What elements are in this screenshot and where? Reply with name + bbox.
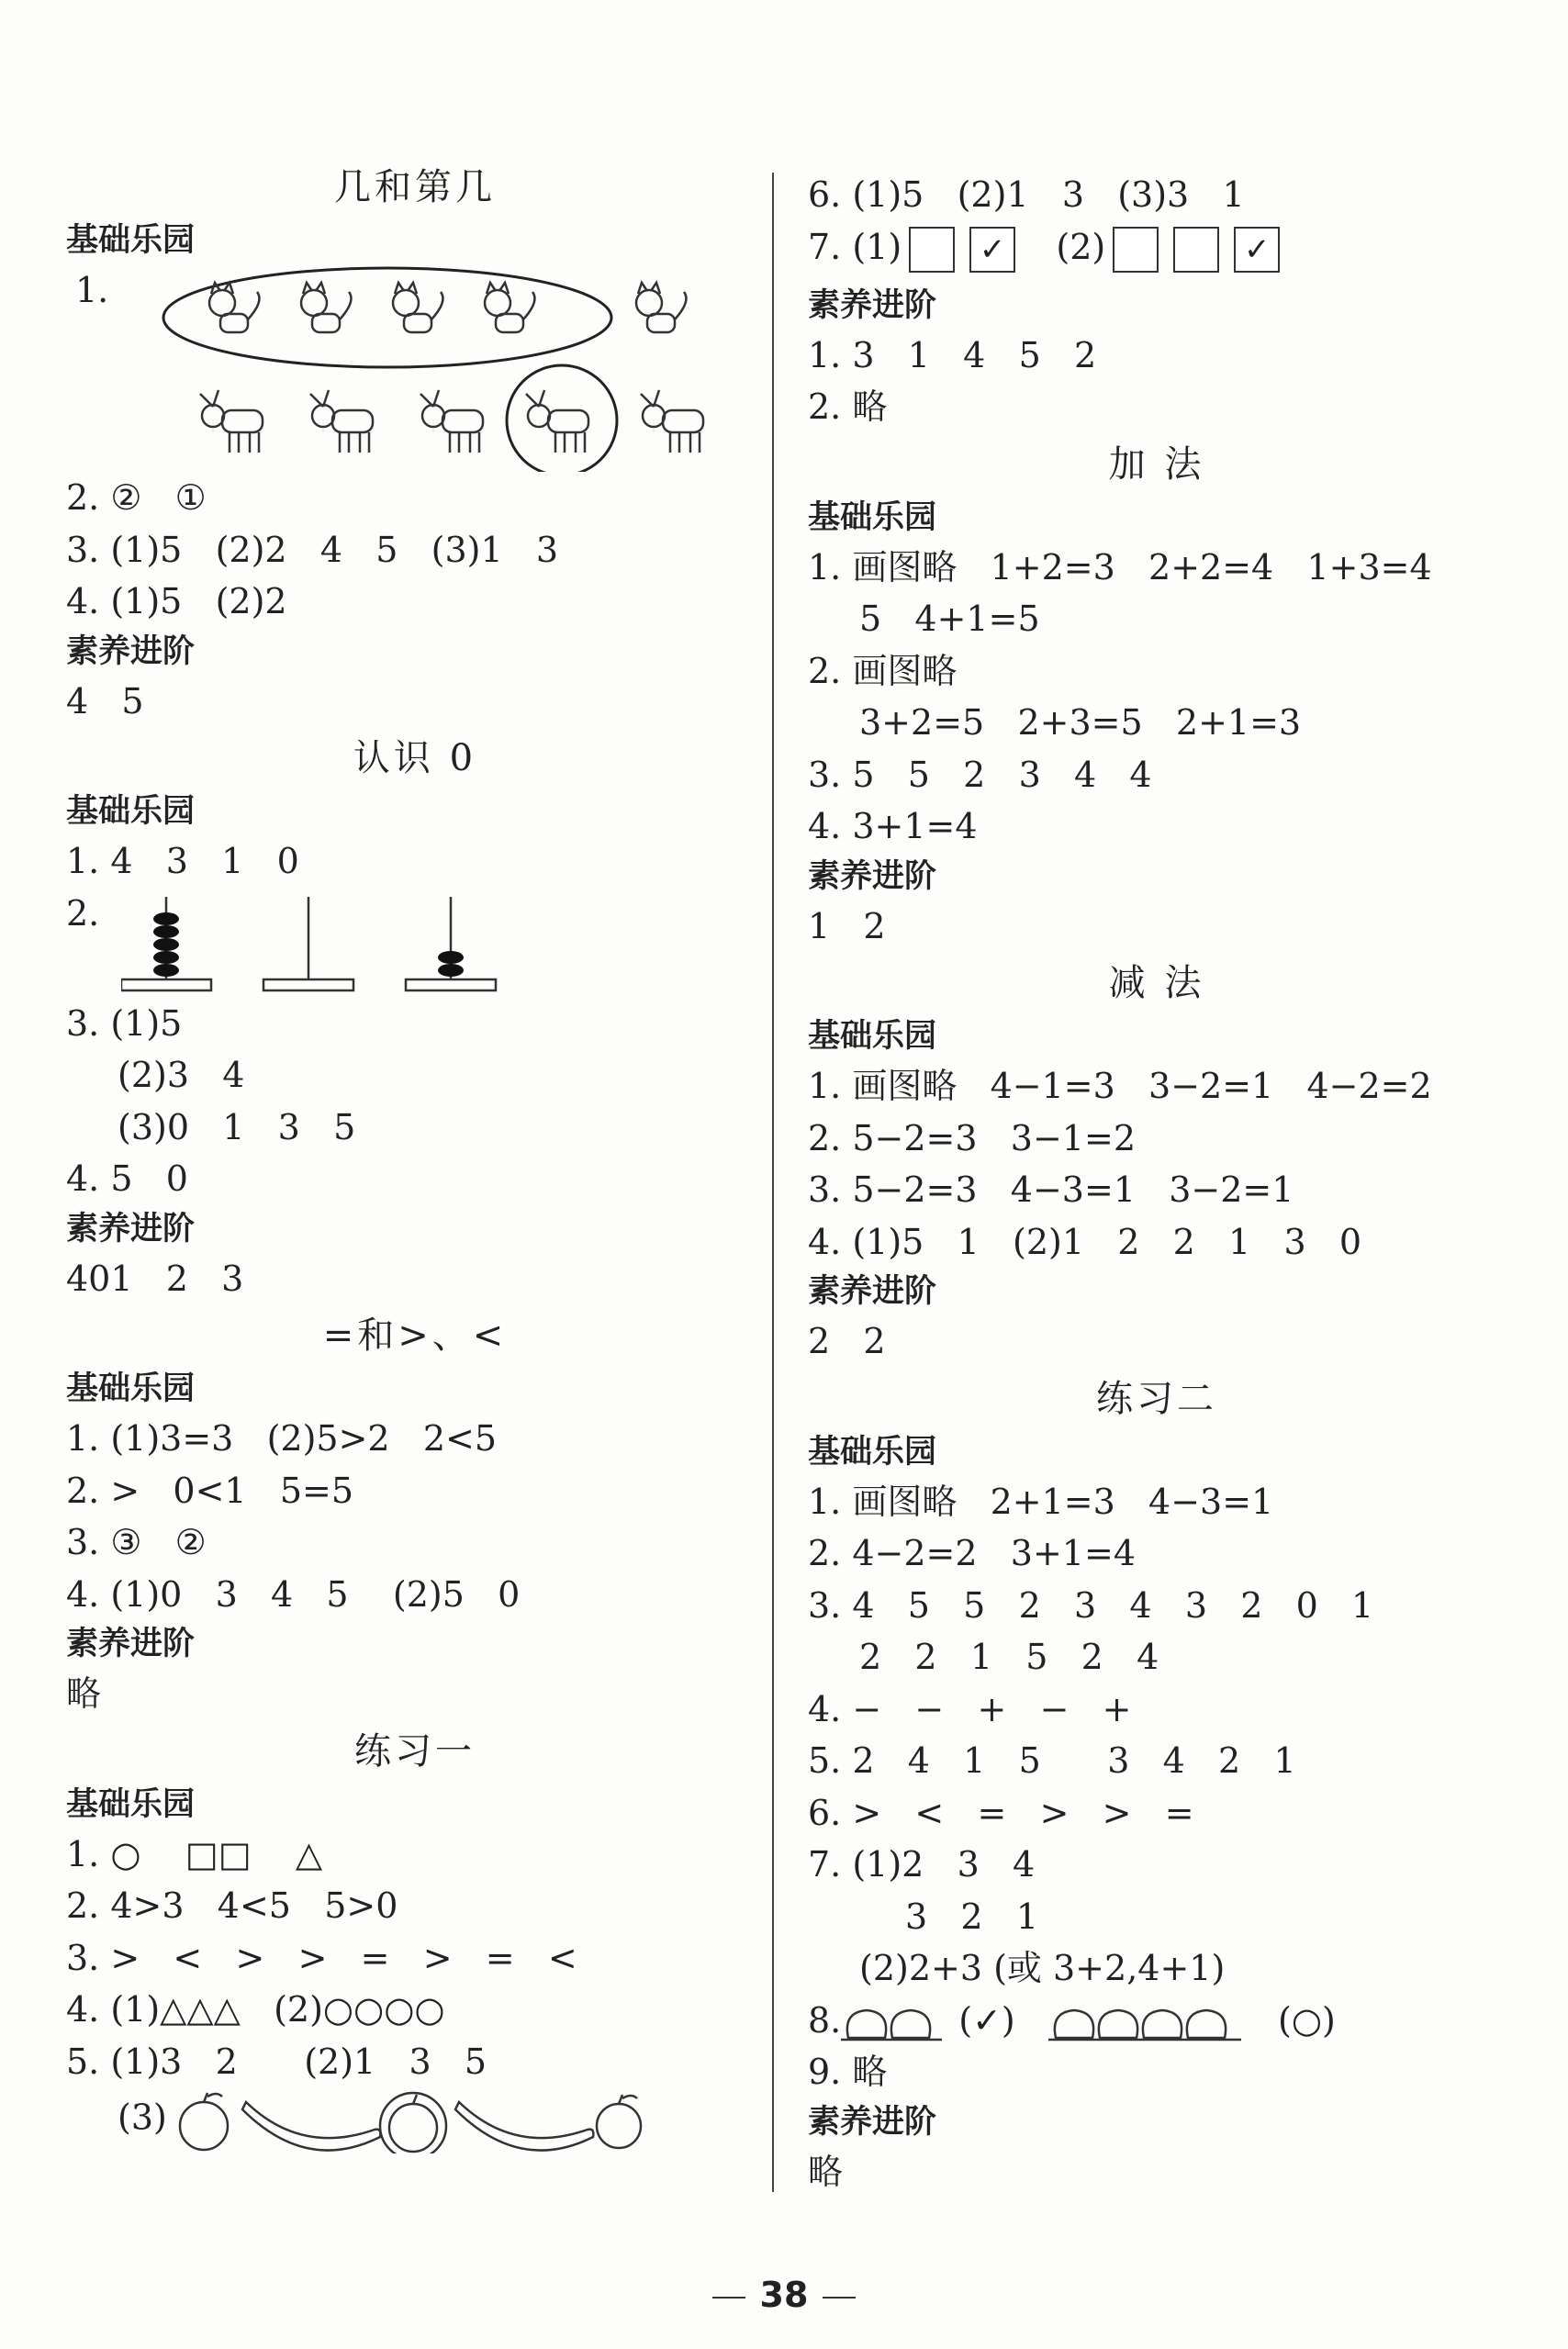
q5: 5. (1)3 2 (2)1 3 5	[66, 2041, 487, 2082]
section-heading: 素养进阶	[808, 1273, 937, 1310]
goat-icon-1	[200, 390, 263, 453]
q1: 1. 4 3 1 0	[66, 841, 299, 881]
section-title: =和>、<	[322, 1314, 508, 1357]
section-heading: 素养进阶	[808, 2103, 937, 2141]
q7c: (2)2+3 (或 3+2,4+1)	[859, 1948, 1226, 1988]
q3c: (3)0 1 3 5	[118, 1106, 356, 1147]
answer: 4 5	[66, 680, 144, 721]
banana-icon-1	[242, 2102, 380, 2151]
section-title: 认识 0	[353, 737, 477, 779]
q3: 3. 5 5 2 3 4 4	[808, 754, 1152, 795]
answer: 略	[808, 2151, 844, 2192]
peach-icon	[1187, 2010, 1226, 2038]
peach-group-2	[1048, 2001, 1278, 2045]
q1: 1. 画图略 2+1=3 4−3=1	[808, 1481, 1274, 1522]
section-heading: 基础乐园	[66, 1785, 196, 1823]
cat-icon-2	[301, 283, 351, 332]
goat-selection-circle	[507, 365, 617, 472]
section-heading: 素养进阶	[66, 1626, 196, 1662]
apple-icon-2	[597, 2095, 641, 2148]
q7a: 7. (1)2 3 4	[808, 1844, 1036, 1885]
section-heading: 素养进阶	[66, 1210, 196, 1247]
q3b: 2 2 1 5 2 4	[859, 1637, 1159, 1677]
goat-icon-4	[526, 390, 588, 453]
abacus-rod-1	[121, 897, 211, 990]
page-footer	[0, 2275, 1568, 2315]
peach-icon	[847, 2010, 886, 2038]
goat-icon-3	[420, 390, 483, 453]
left-column	[66, 156, 764, 2153]
section-heading: 素养进阶	[808, 857, 937, 895]
cat-icon-3	[393, 283, 442, 332]
section-title: 减 法	[1108, 962, 1205, 1004]
a1: 1. 3 1 4 5 2	[808, 334, 1097, 375]
section-heading: 基础乐园	[808, 1018, 937, 1055]
cat-icon-1	[209, 283, 259, 332]
q7-label-1: 7. (1)	[808, 226, 902, 267]
q3a: 3. (1)5	[66, 1002, 183, 1044]
q2-number: 2.	[66, 892, 100, 934]
q7	[808, 221, 1506, 282]
q1-number: 1.	[75, 270, 109, 310]
section-title: 练习一	[354, 1729, 476, 1773]
section-title: 练习二	[1096, 1377, 1217, 1420]
cat-icon-4	[485, 283, 534, 332]
q4: 4. 5 0	[66, 1158, 188, 1199]
q2: 2. 4>3 4<5 5>0	[66, 1885, 398, 1926]
q4: 4. 3+1=4	[808, 806, 978, 846]
peach-icon	[1099, 2010, 1137, 2038]
q3: 3. 5−2=3 4−3=1 3−2=1	[808, 1169, 1294, 1210]
q2a: 2. 画图略	[808, 650, 958, 691]
q5: 5. 2 4 1 5 3 4 2 1	[808, 1740, 1296, 1781]
q5-part3	[66, 2087, 764, 2153]
cat-icon-5	[636, 283, 686, 332]
cats-goats-illustration	[121, 264, 764, 472]
peach-icon	[1143, 2010, 1182, 2038]
answer: 略	[66, 1673, 102, 1714]
q3b: (2)3 4	[118, 1055, 245, 1095]
section-title: 几和第几	[334, 166, 496, 208]
checkbox-empty	[1113, 227, 1159, 273]
goat-icon-5	[641, 390, 703, 453]
q1: 1. ○ □□ △	[66, 1833, 323, 1874]
peach-icon	[891, 2010, 930, 2038]
q1: 1. 画图略 4−1=3 3−2=1 4−2=2	[808, 1066, 1432, 1106]
q3a: 3. 4 5 5 2 3 4 3 2 0 1	[808, 1584, 1374, 1626]
abacus-question	[66, 888, 764, 998]
q1a: 1. 画图略 1+2=3 2+2=4 1+3=4	[808, 546, 1432, 587]
peach-group-1	[841, 2001, 958, 2045]
answer: 401 2 3	[66, 1258, 244, 1299]
q9: 9. 略	[808, 2052, 888, 2092]
peach-icon	[1055, 2010, 1093, 2038]
q7b: 3 2 1	[905, 1896, 1039, 1937]
q8-label: 8.	[808, 1999, 842, 2041]
section-heading: 基础乐园	[66, 1370, 196, 1407]
q6: 6. (1)5 (2)1 3 (3)3 1	[808, 174, 1245, 215]
q7-label-2: (2)	[1056, 226, 1106, 267]
q3: 3. ③ ②	[66, 1522, 207, 1562]
abacus-rod-2	[263, 897, 353, 990]
q5c-label: (3)	[118, 2097, 167, 2138]
checkbox-empty	[909, 227, 955, 273]
section-heading: 基础乐园	[66, 222, 196, 259]
apple-circled	[380, 2093, 446, 2153]
section-heading: 基础乐园	[808, 498, 937, 536]
section-heading: 基础乐园	[808, 1433, 937, 1471]
q8-mark-1: (✓)	[958, 1999, 1015, 2041]
q4: 4. − − + − +	[808, 1688, 1132, 1729]
q2: 2. 5−2=3 3−1=2	[808, 1117, 1136, 1158]
q4: 4. (1)0 3 4 5 (2)5 0	[66, 1573, 521, 1615]
q6: 6. > < = > > =	[808, 1792, 1194, 1833]
q1-figure	[66, 264, 764, 472]
q1: 1. (1)3=3 (2)5>2 2<5	[66, 1418, 498, 1459]
q8	[808, 1995, 1506, 2047]
banana-icon-2	[455, 2102, 593, 2151]
right-column	[808, 169, 1506, 2198]
page-number: 38	[759, 2275, 809, 2315]
checkbox-checked: ✓	[1234, 227, 1280, 273]
abacus-illustration	[121, 888, 543, 998]
apple-icon-1	[180, 2093, 228, 2150]
q4: 4. (1)5 1 (2)1 2 2 1 3 0	[808, 1221, 1362, 1262]
q8-mark-2: (○)	[1278, 1999, 1336, 2041]
goat-icon-2	[310, 390, 373, 453]
q2: 2. 4−2=2 3+1=4	[808, 1533, 1136, 1573]
section-heading: 素养进阶	[808, 286, 937, 324]
fruit-illustration	[167, 2087, 644, 2153]
q2b: 3+2=5 2+3=5 2+1=3	[859, 702, 1302, 743]
column-divider	[772, 173, 774, 2192]
q4: 4. (1)5 (2)2	[66, 581, 287, 621]
q4: 4. (1)△△△ (2)○○○○	[66, 1989, 445, 2030]
q2: 2. ② ①	[66, 477, 207, 518]
q2: 2. > 0<1 5=5	[66, 1470, 354, 1511]
abacus-rod-3	[406, 897, 496, 990]
q1b: 5 4+1=5	[859, 598, 1040, 639]
section-title: 加 法	[1108, 442, 1205, 486]
a2: 2. 略	[808, 386, 888, 427]
answer: 2 2	[808, 1321, 886, 1361]
q3: 3. (1)5 (2)2 4 5 (3)1 3	[66, 529, 559, 570]
checkbox-empty	[1173, 227, 1219, 273]
answer: 1 2	[808, 905, 886, 946]
section-heading: 素养进阶	[66, 632, 196, 670]
section-heading: 基础乐园	[66, 793, 196, 830]
checkbox-checked: ✓	[969, 227, 1015, 273]
q3: 3. > < > > = > = <	[66, 1937, 577, 1978]
